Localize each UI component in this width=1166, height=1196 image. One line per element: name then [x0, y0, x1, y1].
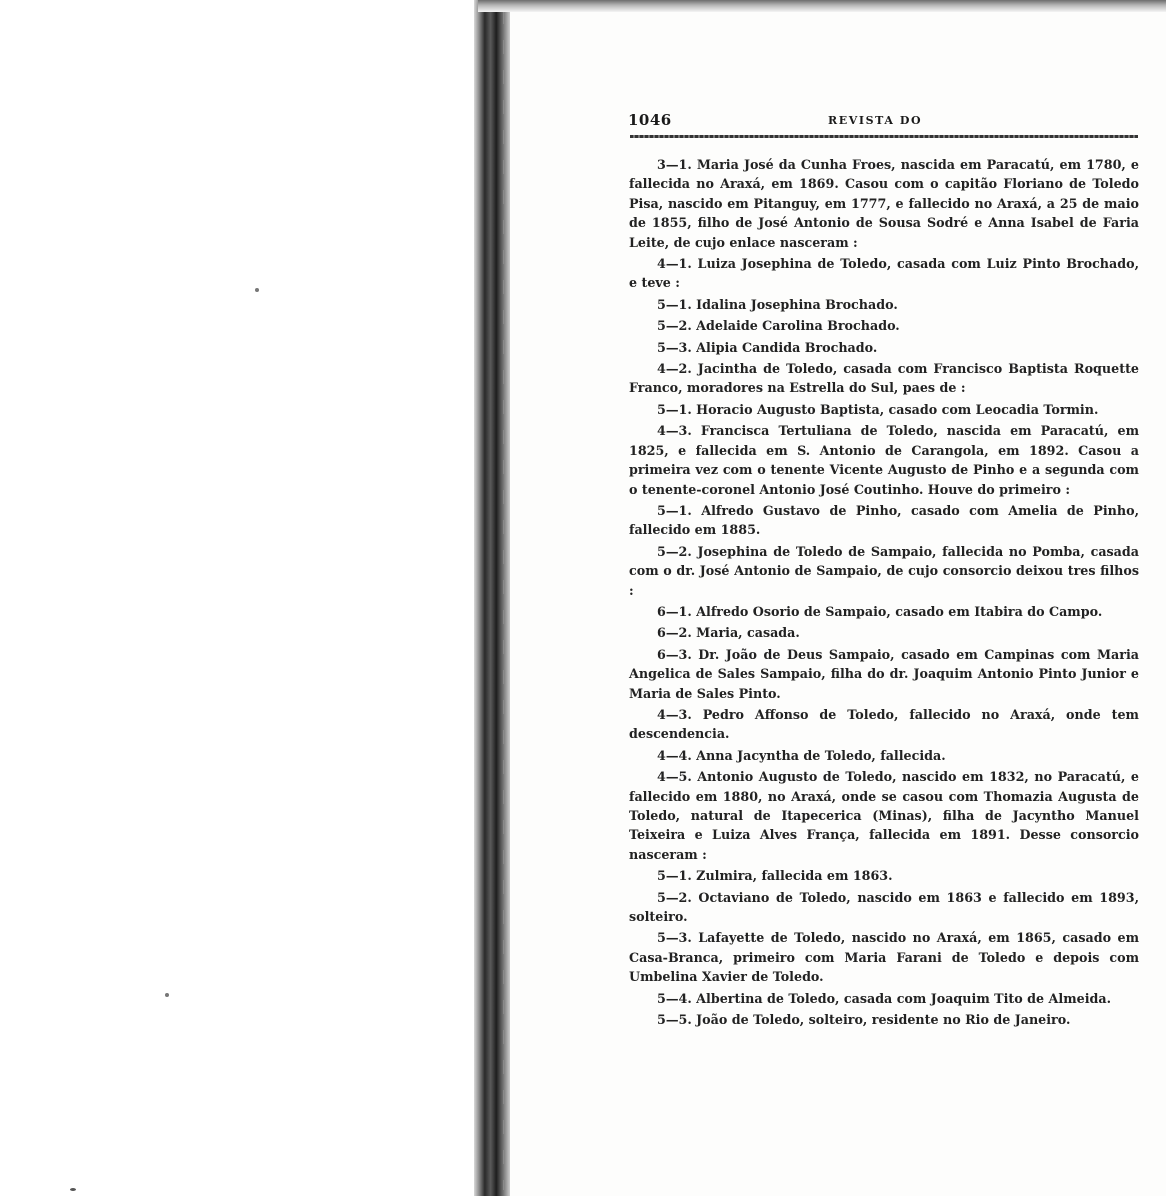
- gutter-shadow-line: [503, 10, 504, 1190]
- paragraph: 6—2. Maria, casada.: [657, 625, 800, 641]
- paragraph: 5—2. Josephina de Toledo de Sampaio, fallecida no Pomba, casada com o dr. José Antonio de Sampaio, de cujo consorcio deixou tres filhos :: [629, 543, 1139, 598]
- paragraph: 3—1. Maria José da Cunha Froes, nascida em Paracatú, em 1780, e fallecida no Araxá, em 1869. Casou com o capitão Floriano de Toledo Pisa, nascido em Pitanguy, em 1777, e fallecido no Araxá, a 25 de maio de 1855, filho de José Antonio de Sousa Sodré e Anna Isabel de Faria Leite, de cujo enlace nasceram :: [629, 157, 1139, 250]
- running-title: REVISTA DO: [828, 114, 923, 127]
- paragraph: 5—1. Zulmira, fallecida em 1863.: [657, 868, 893, 884]
- paragraph: 5—4. Albertina de Toledo, casada com Joaquim Tito de Almeida.: [657, 990, 1112, 1006]
- left-blank-page: [0, 0, 478, 1196]
- paragraph: 4—3. Francisca Tertuliana de Toledo, nascida em Paracatú, em 1825, e fallecida em S. Antonio de Carangola, em 1892. Casou a primeira vez com o tenente Vicente Augusto de Pinho e a segunda com o tenente-coronel Antonio José Coutinho. Houve do primeiro :: [629, 423, 1139, 497]
- header-rule: [630, 135, 1138, 138]
- top-edge-shadow: [478, 0, 1166, 12]
- genealogy-text: [629, 155, 1139, 1031]
- paragraph: 6—1. Alfredo Osorio de Sampaio, casado em Itabira do Campo.: [657, 603, 1103, 619]
- paragraph: 5—2. Adelaide Carolina Brochado.: [657, 318, 900, 334]
- right-text-page: [510, 12, 1166, 1196]
- paragraph: 4—2. Jacintha de Toledo, casada com Francisco Baptista Roquette Franco, moradores na Estrella do Sul, paes de :: [629, 361, 1139, 396]
- page-header: [628, 111, 1140, 131]
- paragraph: 5—2. Octaviano de Toledo, nascido em 1863 e fallecido em 1893, solteiro.: [629, 889, 1139, 925]
- paragraph: 6—3. Dr. João de Deus Sampaio, casado em Campinas com Maria Angelica de Sales Sampaio, filha do dr. Joaquim Antonio Pinto Junior e Maria de Sales Pinto.: [629, 646, 1139, 701]
- paper-speck: [70, 1188, 76, 1191]
- paragraph: 4—1. Luiza Josephina de Toledo, casada com Luiz Pinto Brochado, e teve :: [629, 256, 1139, 291]
- paragraph: 5—1. Horacio Augusto Baptista, casado com Leocadia Tormin.: [657, 401, 1099, 417]
- paragraph: 4—3. Pedro Affonso de Toledo, fallecido no Araxá, onde tem descendencia.: [629, 706, 1139, 742]
- paragraph: 5—1. Alfredo Gustavo de Pinho, casado com Amelia de Pinho, fallecido em 1885.: [629, 502, 1139, 538]
- paragraph: 5—3. Lafayette de Toledo, nascido no Araxá, em 1865, casado em Casa-Branca, primeiro com Maria Farani de Toledo e depois com Umbelina Xavier de Toledo.: [629, 930, 1139, 985]
- book-gutter: [474, 0, 510, 1196]
- paper-speck: [165, 993, 169, 997]
- paragraph: 4—5. Antonio Augusto de Toledo, nascido em 1832, no Paracatú, e fallecido em 1880, no Araxá, onde se casou com Thomazia Augusta de Toledo, natural de Itapecerica (Minas), filha de Jacyntho Manuel Teixeira e Luiza Alves França, fallecida em 1891. Desse consorcio nasceram :: [629, 769, 1139, 862]
- paragraph: 4—4. Anna Jacyntha de Toledo, fallecida.: [657, 747, 946, 763]
- paragraph: 5—1. Idalina Josephina Brochado.: [657, 296, 898, 312]
- paper-speck: [255, 288, 259, 292]
- paragraph: 5—5. João de Toledo, solteiro, residente no Rio de Janeiro.: [657, 1012, 1071, 1028]
- page-number: 1046: [628, 111, 672, 129]
- paragraph: 5—3. Alipia Candida Brochado.: [657, 339, 878, 355]
